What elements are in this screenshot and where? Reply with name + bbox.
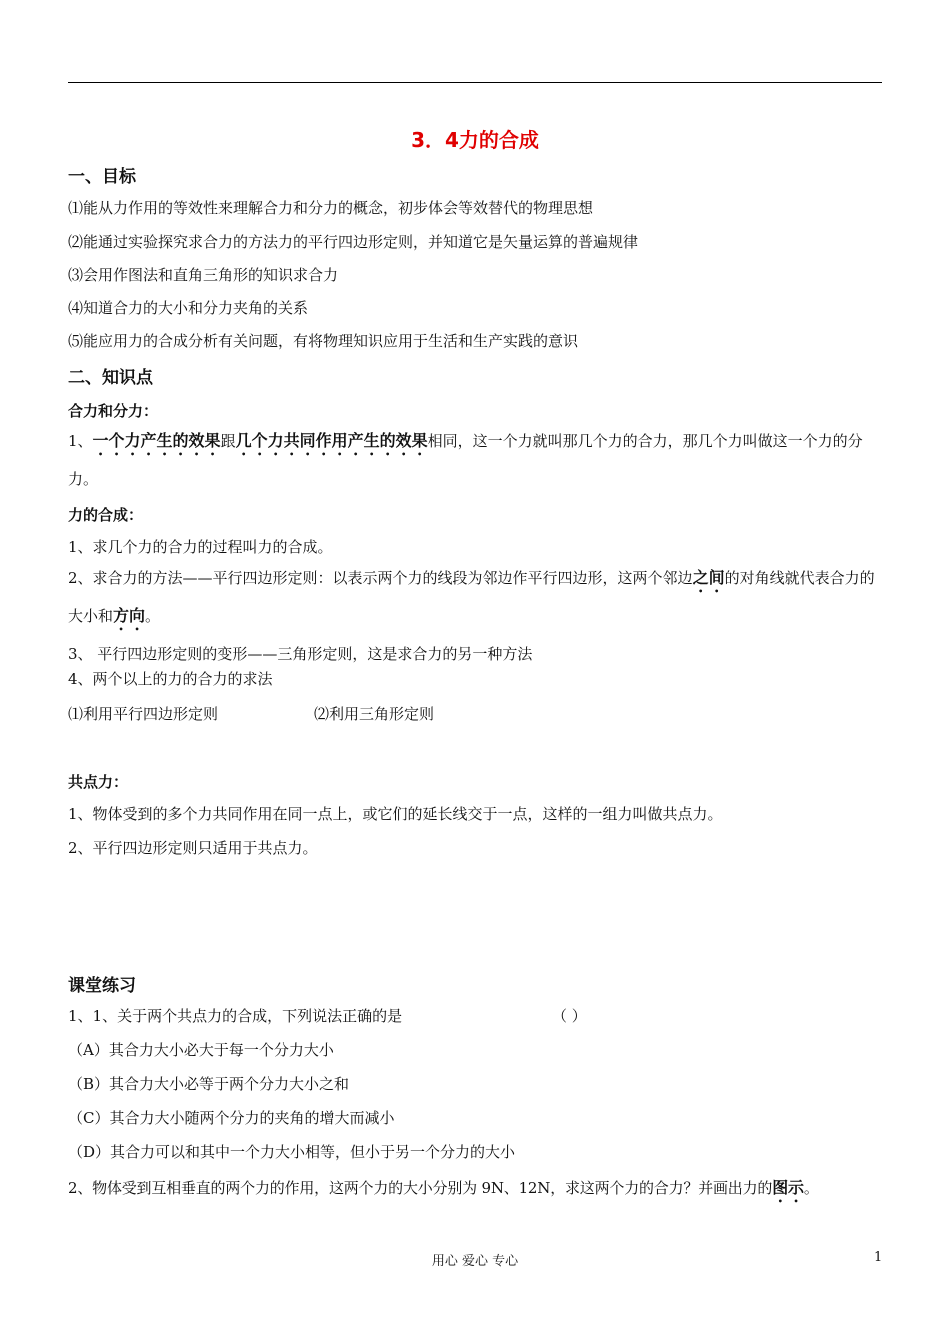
resultant-label: 合力和分力： <box>68 402 159 420</box>
composition-label: 力的合成： <box>68 506 144 524</box>
concurrent-label: 共点力： <box>68 773 129 791</box>
goal-item: ⑶会用作图法和直角三角形的知识求合力 <box>68 266 339 284</box>
composition-option: ⑴利用平行四边形定则 <box>68 705 219 723</box>
footer-text: 用心 爱心 专心 <box>431 1254 519 1269</box>
choice-option: （C）其合力大小随两个分力的夹角的增大而减小 <box>68 1109 395 1127</box>
resultant-paragraph: 1、一个力产生的效果跟几个力共同作用产生的效果相同，这一个力就叫那几个力的合力，那几个力叫做这一个力的分力。 <box>68 431 863 488</box>
concurrent-item: 1、物体受到的多个力共同作用在同一点上，或它们的延长线交于一点，这样的一组力叫做共点力。 <box>68 805 723 823</box>
composition-method-paragraph: 2、求合力的方法——平行四边形定则：以表示两个力的线段为邻边作平行四边形，这两个邻边之间的对角线就代表合力的大小和方向。 <box>68 568 875 625</box>
goal-item: ⑷知道合力的大小和分力夹角的关系 <box>68 299 309 317</box>
question-2: 2、物体受到互相垂直的两个力的作用，这两个力的大小分别为 9N、12N，求这两个力的合力？并画出力的图示。 <box>68 1178 819 1197</box>
page-number: 1 <box>874 1250 883 1265</box>
question-1: 1、1、关于两个共点力的合成，下列说法正确的是 <box>68 1007 403 1025</box>
composition-item: 3、 平行四边形定则的变形——三角形定则，这是求合力的另一种方法 <box>68 645 533 663</box>
choice-option: （B）其合力大小必等于两个分力大小之和 <box>68 1075 350 1093</box>
emphasis-text: 图示 <box>772 1178 804 1197</box>
header-rule <box>68 82 882 83</box>
concurrent-item: 2、平行四边形定则只适用于共点力。 <box>68 839 318 857</box>
section-goals-heading: 一、目标 <box>68 167 136 187</box>
emphasis-text: 之间 <box>692 568 725 587</box>
goal-item: ⑵能通过实验探究求合力的方法力的平行四边形定则，并知道它是矢量运算的普遍规律 <box>68 233 639 251</box>
goal-item: ⑴能从力作用的等效性来理解合力和分力的概念，初步体会等效替代的物理思想 <box>68 199 594 217</box>
goal-item: ⑸能应用力的合成分析有关问题，有将物理知识应用于生活和生产实践的意识 <box>68 332 579 350</box>
composition-option: ⑵利用三角形定则 <box>314 705 435 723</box>
composition-item: 4、两个以上的力的合力的求法 <box>68 670 273 688</box>
composition-item: 1、求几个力的合力的过程叫力的合成。 <box>68 538 333 556</box>
section-knowledge-heading: 二、知识点 <box>68 368 153 388</box>
emphasis-text: 方向 <box>113 606 146 625</box>
choice-option: （D）其合力可以和其中一个力大小相等，但小于另一个分力的大小 <box>68 1143 516 1161</box>
choice-option: （A）其合力大小必大于每一个分力大小 <box>68 1041 334 1059</box>
emphasis-text: 一个力产生的效果 <box>92 431 221 450</box>
practice-heading: 课堂练习 <box>68 976 136 996</box>
page-title: 3．4力的合成 <box>411 128 539 152</box>
emphasis-text: 几个力共同作用产生的效果 <box>235 431 428 450</box>
answer-blank: （ ） <box>552 1007 587 1025</box>
